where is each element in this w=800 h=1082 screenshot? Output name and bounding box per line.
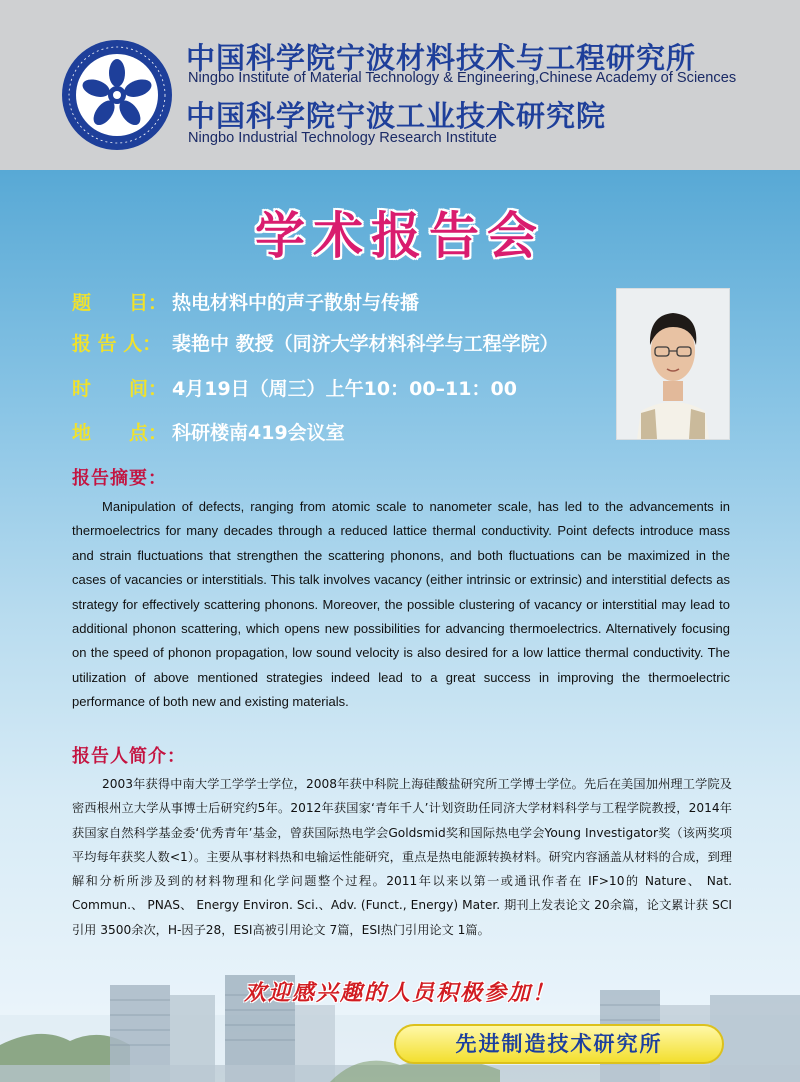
info-row-topic — [72, 288, 419, 315]
place-value: 科研楼南419会议室 — [172, 422, 345, 444]
time-label: 时 间： — [72, 378, 168, 400]
speaker-value: 裴艳中 教授（同济大学材料科学与工程学院） — [172, 333, 559, 355]
org1-english-name: Ningbo Institute of Material Technology & Engineering,Chinese Academy of Sciences — [188, 70, 737, 86]
speaker-label: 报 告 人： — [72, 333, 162, 355]
org2-chinese-name: 中国科学院宁波工业技术研究院 — [186, 99, 607, 133]
abstract-heading: 报告摘要： — [72, 468, 167, 489]
welcome-message: 欢迎感兴趣的人员积极参加！ — [243, 980, 556, 1006]
header-band — [0, 0, 800, 170]
org1-chinese-name: 中国科学院宁波材料技术与工程研究所 — [186, 41, 697, 75]
bio-text: 2003年获得中南大学工学学士学位，2008年获中科院上海硅酸盐研究所工学博士学位。先后在美国加州理工学院及密西根州立大学从事博士后研究约5年。2012年获国家‘青年千人’计划资助任同济大学材料科学与工程学院教授，2014年获国家自然科学基金委‘优秀青年’基金，曾获国际热电学会Goldsmid奖和国际热电学会Young Investigator奖（该两奖项平均每年获奖人数<1）。主要从事材料热和电输运性能研究，重点是热电能源转换材料。研究内容涵盖从材料的合成，到理解和分析所涉及到的材料物理和化学问题整个过程。2011年以来以第一或通讯作者在 IF>10的 Nature、 Nat. Commun.、 PNAS、 Energy Environ. Sci.、Adv. (Funct., Energy) Mater. 期刊上发表论文 20余篇，论文累计获 SCI引用 3500余次，H-因子28，ESI高被引用论文 7篇，ESI热门引用论文 1篇。 — [72, 777, 732, 937]
speaker-photo — [616, 288, 730, 440]
topic-value: 热电材料中的声子散射与传播 — [172, 292, 420, 314]
place-label: 地 点： — [72, 422, 168, 444]
cas-logo — [60, 38, 174, 152]
info-row-speaker — [72, 329, 559, 356]
abstract-text: Manipulation of defects, ranging from atomic scale to nanometer scale, has led to the advancements in thermoelectrics for many decades through a reduced lattice thermal conductivity. Point defects introduce mass and strain fluctuations that strengthen the scattering phonons, and both fluctuations can be maximized in the cases of vacancies or interstitials. This talk involves vacancy (either intrinsic or extrinsic) and interstitial defects as strategy for effectively scattering phonons. Moreover, the possible clustering of vacancy or interstitial may lead to additional phonon scattering, which opens new possibilities for advancing thermoelectrics. Alternatively focusing on the speed of phonon propagation, low sound velocity is also desired for a low lattice thermal conductivity. The utilization of above mentioned strategies indeed lead to a great success in improving the thermoelectric performance of both new and existing materials. — [72, 499, 730, 710]
page-title: 学术报告会 — [255, 206, 545, 265]
info-row-time — [72, 374, 517, 401]
organizer-badge: 先进制造技术研究所 — [394, 1024, 724, 1064]
topic-label: 题 目： — [72, 292, 168, 314]
info-row-place — [72, 418, 345, 445]
time-value: 4月19日（周三）上午10：00–11：00 — [172, 378, 517, 400]
bio-heading: 报告人简介： — [72, 746, 186, 767]
org2-english-name: Ningbo Industrial Technology Research Institute — [188, 130, 497, 146]
